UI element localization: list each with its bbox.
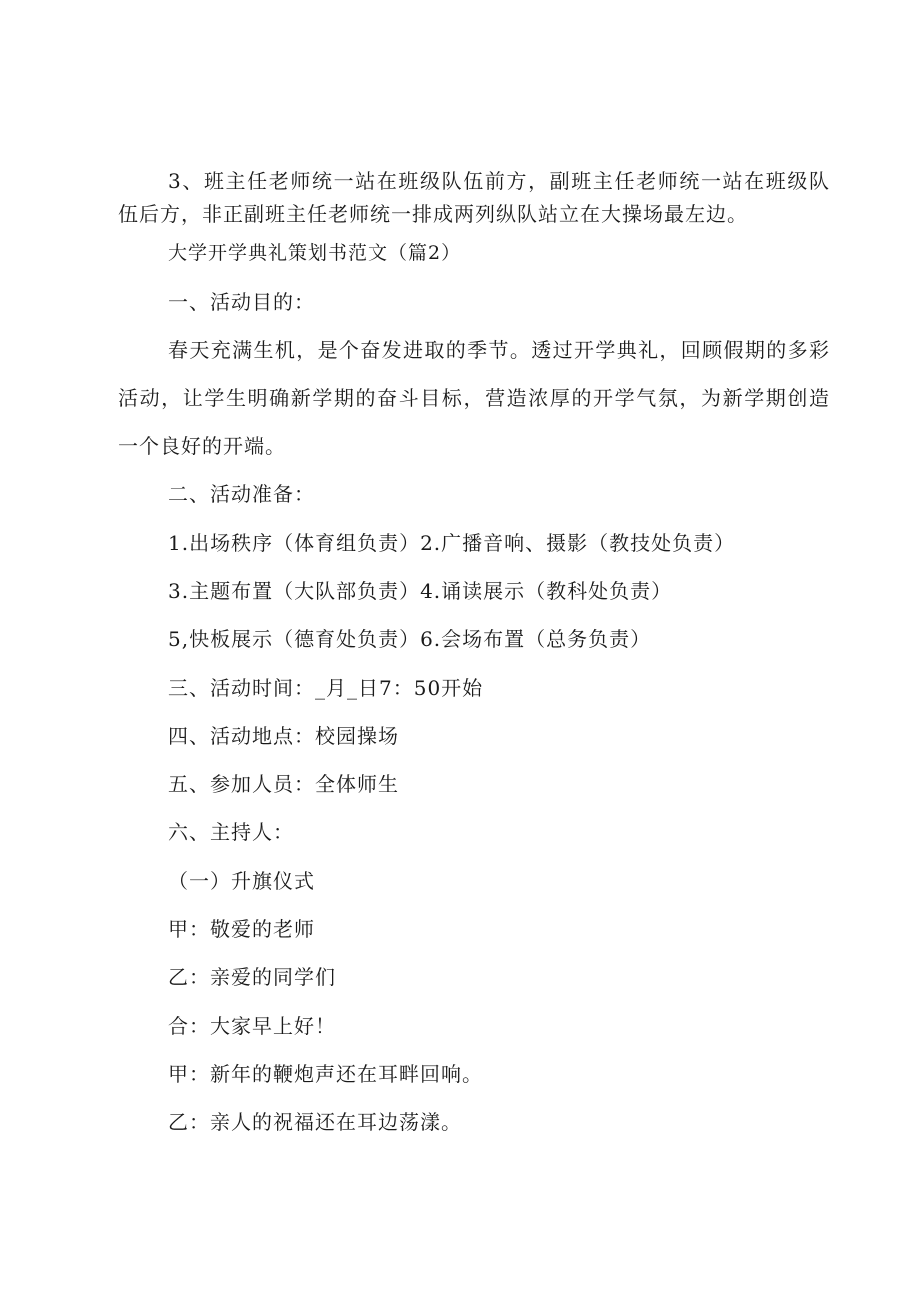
heading-activity-preparation: 二、活动准备： [168,482,315,506]
dialogue-line-1: 甲：敬爱的老师 [168,917,315,941]
paragraph-purpose-body: 春天充满生机，是个奋发进取的季节。透过开学典礼，回顾假期的多彩活动，让学生明确新学期的奋斗目标，营造浓厚的开学气氛，为新学期创造一个良好的开端。 [118,338,830,458]
heading-activity-time: 三、活动时间：_月_日7：50开始 [168,676,484,700]
list-item-prep-3: 5,快板展示（德育处负责）6.会场布置（总务负责） [168,627,652,651]
dialogue-line-5: 乙：亲人的祝福还在耳边荡漾。 [168,1110,462,1134]
heading-participants: 五、参加人员：全体师生 [168,772,399,796]
paragraph-class-teachers: 3、班主任老师统一站在班级队伍前方，副班主任老师统一站在班级队伍后方，非正副班主任老师统一排成两列纵队站立在大操场最左边。 [118,169,830,226]
section-heading-part2: 大学开学典礼策划书范文（篇2） [168,242,462,264]
list-item-prep-1: 1.出场秩序（体育组负责）2.广播音响、摄影（教技处负责） [168,531,736,555]
dialogue-line-3: 合：大家早上好！ [168,1014,336,1038]
dialogue-line-2: 乙：亲爱的同学们 [168,965,336,989]
heading-activity-purpose: 一、活动目的： [168,290,315,314]
dialogue-line-4: 甲：新年的鞭炮声还在耳畔回响。 [168,1062,483,1086]
sub-heading-flag-ceremony: （一）升旗仪式 [168,869,315,893]
list-item-prep-2: 3.主题布置（大队部负责）4.诵读展示（教科处负责） [168,579,673,603]
heading-activity-location: 四、活动地点：校园操场 [168,724,399,748]
heading-host: 六、主持人： [168,820,294,844]
